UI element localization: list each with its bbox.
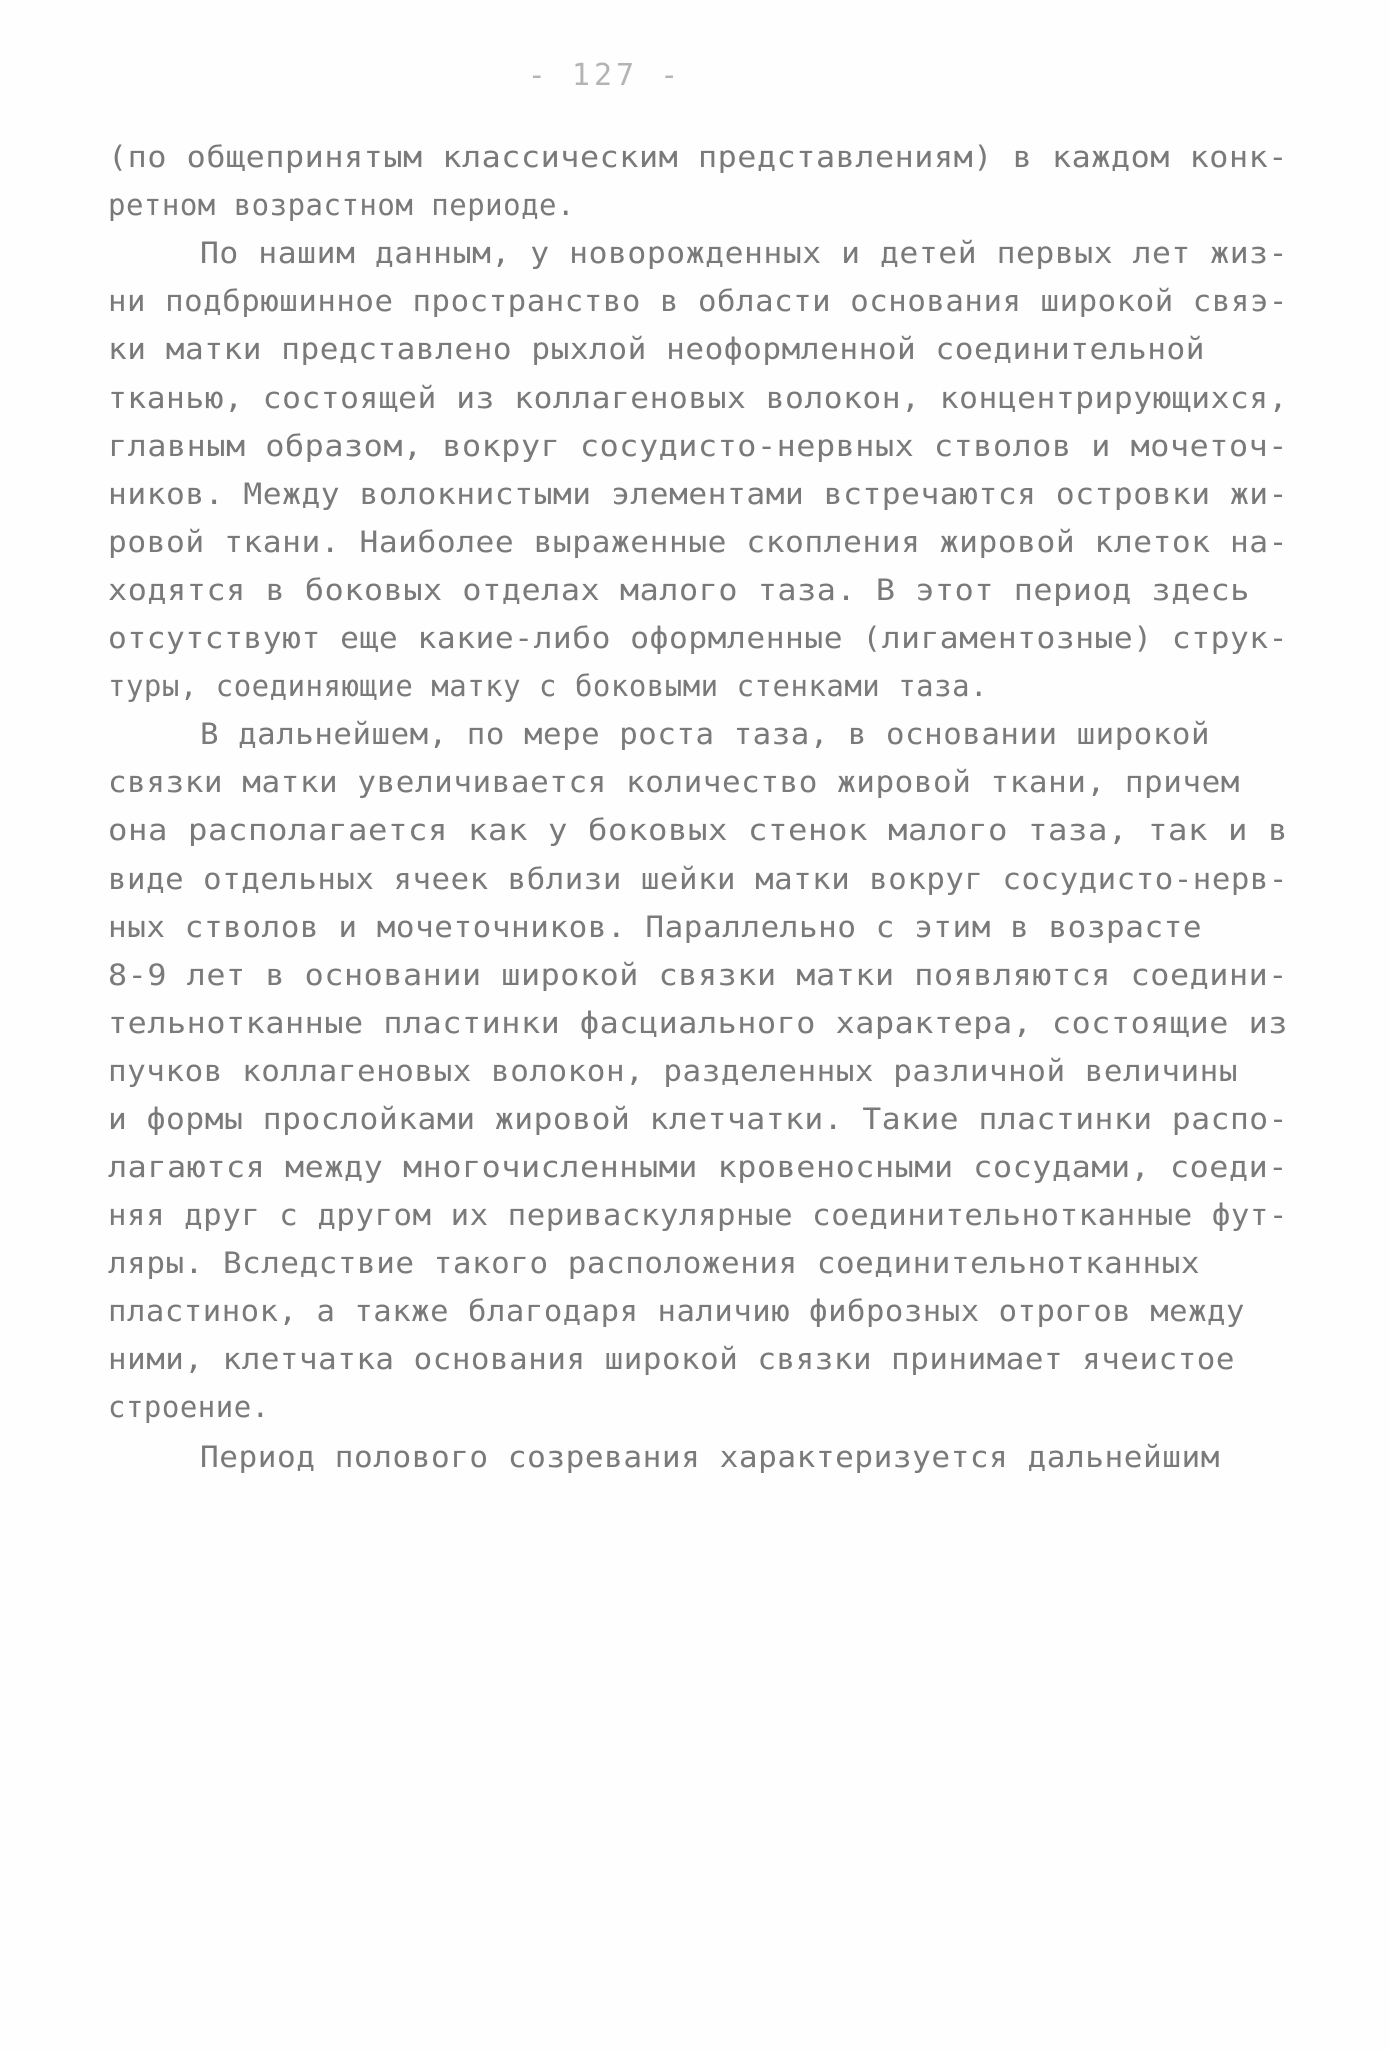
text-line: строение. — [108, 1390, 270, 1424]
text-line: пластинок, а также благодаря наличию фиброзных отрогов между — [108, 1294, 1245, 1328]
text-line: Период полового созревания характеризуется дальнейшим — [200, 1440, 1221, 1474]
text-line: отсутствуют еще какие-либо оформленные (лигаментозные) струк- — [108, 621, 1288, 655]
text-line: ретном возрастном периоде. — [108, 188, 575, 222]
text-line: (по общепринятым классическим представлениям) в каждом конк- — [108, 140, 1288, 174]
text-line: 8-9 лет в основании широкой связки матки появляются соедини- — [108, 958, 1288, 992]
text-line: По нашим данным, у новорожденных и детей первых лет жиз- — [200, 236, 1289, 270]
text-line: лагаются между многочисленными кровеносными сосудами, соеди- — [108, 1150, 1288, 1184]
text-line: ников. Между волокнистыми элементами встречаются островки жи- — [108, 477, 1288, 511]
text-line: тельнотканные пластинки фасциального характера, состоящие из — [108, 1006, 1288, 1040]
text-line: ходятся в боковых отделах малого таза. В этот период здесь — [108, 573, 1250, 607]
text-line: пучков коллагеновых волокон, разделенных различной величины — [108, 1054, 1238, 1088]
text-line: тканью, состоящей из коллагеновых волокон, концентрирующихся, — [108, 381, 1288, 415]
page-number: - 127 - — [527, 58, 683, 93]
text-line: ровой ткани. Наиболее выраженные скопления жировой клеток на- — [108, 525, 1288, 559]
text-line: и формы прослойками жировой клетчатки. Такие пластинки распо- — [108, 1102, 1288, 1136]
text-line: ки матки представлено рыхлой неоформленной соединительной — [108, 332, 1206, 366]
text-line: туры, соединяющие матку с боковыми стенками таза. — [108, 669, 989, 703]
text-line: главным образом, вокруг сосудисто-нервных стволов и мочеточ- — [108, 429, 1288, 463]
text-line: ных стволов и мочеточников. Параллельно с этим в возрасте — [108, 910, 1203, 944]
text-line: виде отдельных ячеек вблизи шейки матки вокруг сосудисто-нерв- — [108, 862, 1288, 896]
text-line: ляры. Вследствие такого расположения соединительнотканных — [108, 1246, 1200, 1280]
text-line: связки матки увеличивается количество жировой ткани, причем — [108, 765, 1240, 799]
text-line: ними, клетчатка основания широкой связки принимает ячеистое — [108, 1342, 1236, 1376]
text-line: ни подбрюшинное пространство в области основания широкой свяэ- — [108, 284, 1288, 318]
text-line: она располагается как у боковых стенок малого таза, так и в — [108, 813, 1288, 847]
text-line: няя друг с другом их периваскулярные соединительнотканные фут- — [108, 1198, 1288, 1232]
text-line: В дальнейшем, по мере роста таза, в основании широкой — [200, 717, 1211, 751]
